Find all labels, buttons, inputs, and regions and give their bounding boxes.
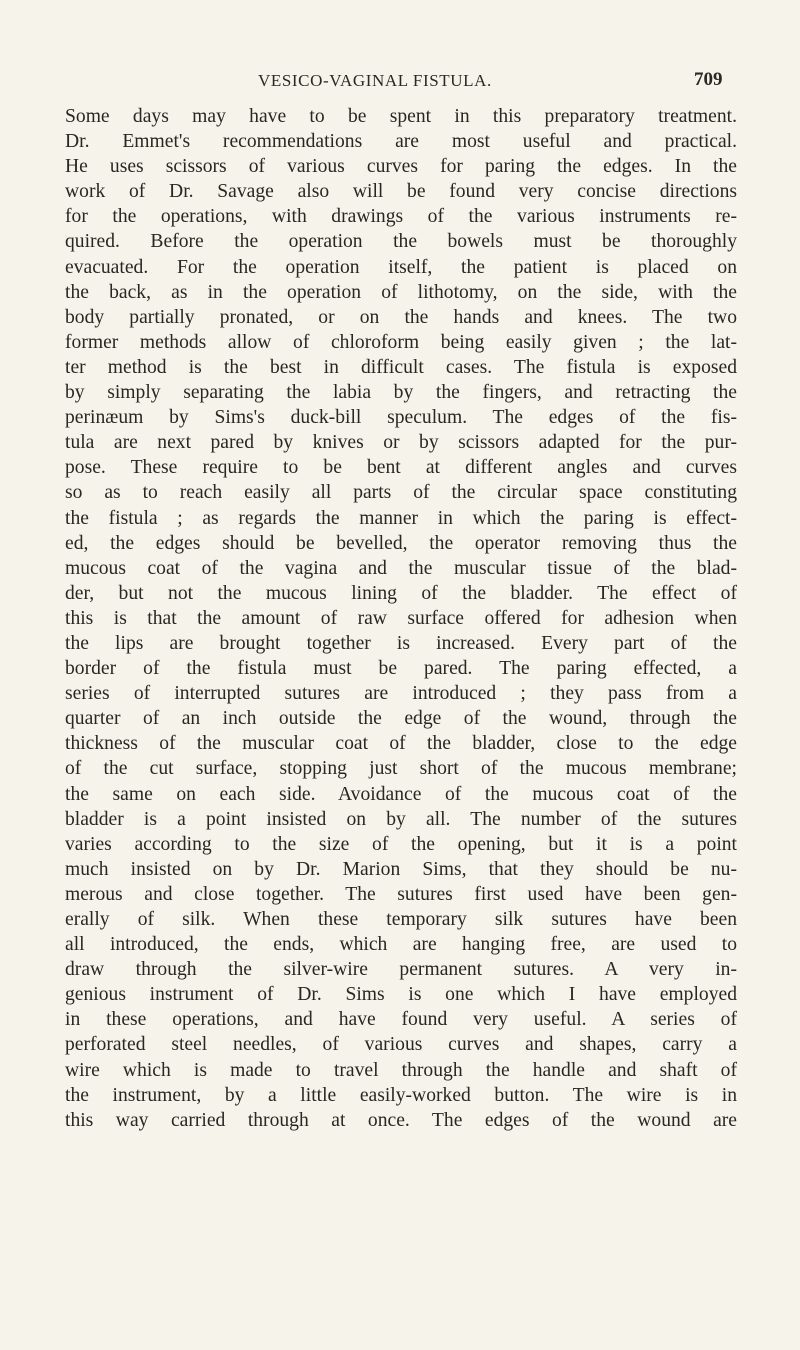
text-line: the back, as in the operation of lithotomy, on the side, with the bbox=[65, 281, 737, 303]
text-line: ed, the edges should be bevelled, the operator removing thus the bbox=[65, 532, 737, 554]
text-line: work of Dr. Savage also will be found very concise directions bbox=[65, 181, 737, 203]
text-line: border of the fistula must be pared. The paring effected, a bbox=[65, 658, 737, 680]
text-line: wire which is made to travel through the handle and shaft of bbox=[65, 1059, 737, 1081]
text-line: erally of silk. When these temporary silk sutures have been bbox=[65, 909, 737, 930]
body-text bbox=[65, 104, 745, 1133]
text-line: for the operations, with drawings of the various instruments re- bbox=[65, 206, 737, 228]
text-line: series of interrupted sutures are introduced ; they pass from a bbox=[65, 683, 737, 705]
text-line: by simply separating the labia by the fingers, and retracting the bbox=[65, 382, 737, 404]
text-line: all introduced, the ends, which are hanging free, are used to bbox=[65, 934, 737, 956]
text-line: draw through the silver-wire permanent sutures. A very in- bbox=[65, 959, 737, 981]
text-line: the fistula ; as regards the manner in which the paring is effect- bbox=[65, 507, 737, 529]
text-line: former methods allow of chloroform being easily given ; the lat- bbox=[65, 331, 737, 353]
text-line: perinæum by Sims's duck-bill speculum. The edges of the fis- bbox=[65, 407, 737, 429]
text-line: thickness of the muscular coat of the bladder, close to the edge bbox=[65, 733, 737, 755]
text-line: ter method is the best in difficult cases. The fistula is exposed bbox=[65, 356, 737, 378]
text-line: the instrument, by a little easily-worked button. The wire is in bbox=[65, 1084, 737, 1106]
page-number: 709 bbox=[694, 69, 723, 90]
text-line: der, but not the mucous lining of the bladder. The effect of bbox=[65, 582, 737, 604]
text-line: evacuated. For the operation itself, the patient is placed on bbox=[65, 256, 737, 278]
text-line: tula are next pared by knives or by scissors adapted for the pur- bbox=[65, 432, 737, 454]
text-line: so as to reach easily all parts of the circular space constituting bbox=[65, 482, 737, 504]
text-line: Dr. Emmet's recommendations are most useful and practical. bbox=[65, 131, 737, 153]
text-line: quarter of an inch outside the edge of the wound, through the bbox=[65, 708, 737, 730]
text-line: perforated steel needles, of various curves and shapes, carry a bbox=[65, 1034, 737, 1056]
text-line: body partially pronated, or on the hands and knees. The two bbox=[65, 306, 737, 328]
text-line: varies according to the size of the opening, but it is a point bbox=[65, 833, 737, 855]
text-line: this is that the amount of raw surface offered for adhesion when bbox=[65, 607, 737, 629]
text-line: of the cut surface, stopping just short of the mucous membrane; bbox=[65, 758, 737, 780]
text-line: mucous coat of the vagina and the muscular tissue of the blad- bbox=[65, 557, 737, 579]
text-line: pose. These require to be bent at different angles and curves bbox=[65, 457, 737, 479]
text-line: merous and close together. The sutures first used have been gen- bbox=[65, 883, 737, 905]
text-line: the same on each side. Avoidance of the mucous coat of the bbox=[65, 783, 737, 805]
text-line: quired. Before the operation the bowels must be thoroughly bbox=[65, 231, 737, 253]
text-line: this way carried through at once. The edges of the wound are bbox=[65, 1109, 737, 1131]
text-line: much insisted on by Dr. Marion Sims, that they should be nu- bbox=[65, 858, 737, 880]
text-line: He uses scissors of various curves for paring the edges. In the bbox=[65, 156, 737, 178]
running-title: VESICO-VAGINAL FISTULA. bbox=[258, 71, 492, 90]
text-line: in these operations, and have found very useful. A series of bbox=[65, 1009, 737, 1031]
text-line: the lips are brought together is increased. Every part of the bbox=[65, 632, 737, 654]
text-line: Some days may have to be spent in this preparatory treatment. bbox=[65, 106, 737, 127]
text-line: genious instrument of Dr. Sims is one which I have employed bbox=[65, 984, 737, 1006]
text-line: bladder is a point insisted on by all. The number of the sutures bbox=[65, 808, 737, 830]
